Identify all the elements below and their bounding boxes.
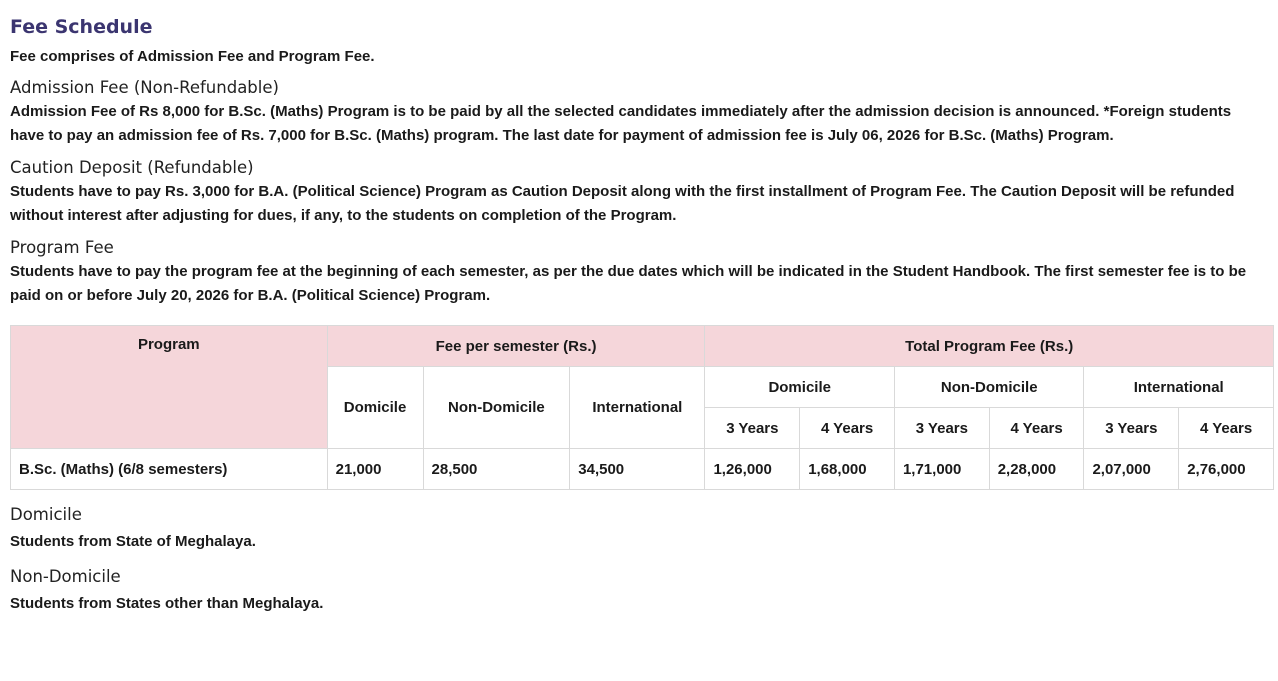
header-fee-per-semester: Fee per semester (Rs.) (327, 326, 705, 367)
admission-text: Admission Fee of Rs 8,000 for B.Sc. (Maths) Program is to be paid by all the selected candidates immediately after the admission decision is announced. *Foreign students have to pay an admission fee of Rs. 7,000 for B.Sc. (Maths) program. The last date for payment of admission fee is July 06, 2026 for B.Sc. (Maths) Program. (10, 103, 1232, 144)
cell-total-nondom-4: 2,28,000 (989, 449, 1084, 490)
intro-text: Fee comprises of Admission Fee and Program Fee. (10, 48, 375, 65)
header-total-domicile: Domicile (705, 367, 895, 408)
cell-total-dom-3: 1,26,000 (705, 449, 800, 490)
header-fee-international: International (570, 367, 705, 449)
cell-fee-non-domicile: 28,500 (423, 449, 570, 490)
cell-program: B.Sc. (Maths) (6/8 semesters) (11, 449, 328, 490)
cell-total-dom-4: 1,68,000 (800, 449, 895, 490)
cell-total-int-4: 2,76,000 (1179, 449, 1274, 490)
header-program: Program (11, 326, 328, 449)
program-fee-heading: Program Fee (10, 238, 114, 257)
program-fee-section (10, 236, 1278, 308)
non-domicile-section (10, 565, 1278, 616)
program-fee-text: Students have to pay the program fee at the beginning of each semester, as per the due dates which will be indicated in the Student Handbook. The first semester fee is to be paid on or before July 20, 2026 for B.A. (Political Science) Program. (10, 263, 1247, 304)
page-title: Fee Schedule (10, 16, 153, 38)
header-total-program-fee: Total Program Fee (Rs.) (705, 326, 1274, 367)
caution-section (10, 156, 1278, 228)
cell-total-nondom-3: 1,71,000 (894, 449, 989, 490)
domicile-section (10, 503, 1278, 554)
header-nondom-3-years: 3 Years (894, 408, 989, 449)
caution-heading: Caution Deposit (Refundable) (10, 158, 254, 177)
table-row (11, 449, 1274, 490)
cell-fee-domicile: 21,000 (327, 449, 423, 490)
fee-table (10, 325, 1274, 490)
domicile-heading: Domicile (10, 505, 82, 524)
non-domicile-text: Students from States other than Meghalaya. (10, 595, 324, 612)
domicile-text: Students from State of Meghalaya. (10, 533, 256, 550)
header-dom-3-years: 3 Years (705, 408, 800, 449)
header-fee-non-domicile: Non-Domicile (423, 367, 570, 449)
admission-section (10, 76, 1278, 148)
cell-fee-international: 34,500 (570, 449, 705, 490)
non-domicile-heading: Non-Domicile (10, 567, 121, 586)
table-header-row (11, 326, 1274, 367)
cell-total-int-3: 2,07,000 (1084, 449, 1179, 490)
header-total-international: International (1084, 367, 1274, 408)
header-int-3-years: 3 Years (1084, 408, 1179, 449)
header-dom-4-years: 4 Years (800, 408, 895, 449)
header-fee-domicile: Domicile (327, 367, 423, 449)
admission-heading: Admission Fee (Non-Refundable) (10, 78, 279, 97)
header-total-non-domicile: Non-Domicile (894, 367, 1084, 408)
header-int-4-years: 4 Years (1179, 408, 1274, 449)
caution-text: Students have to pay Rs. 3,000 for B.A. (Political Science) Program as Caution Deposit along with the first installment of Program Fee. The Caution Deposit will be refunded without interest after adjusting for dues, if any, to the students on completion of the Program. (10, 183, 1235, 224)
header-nondom-4-years: 4 Years (989, 408, 1084, 449)
